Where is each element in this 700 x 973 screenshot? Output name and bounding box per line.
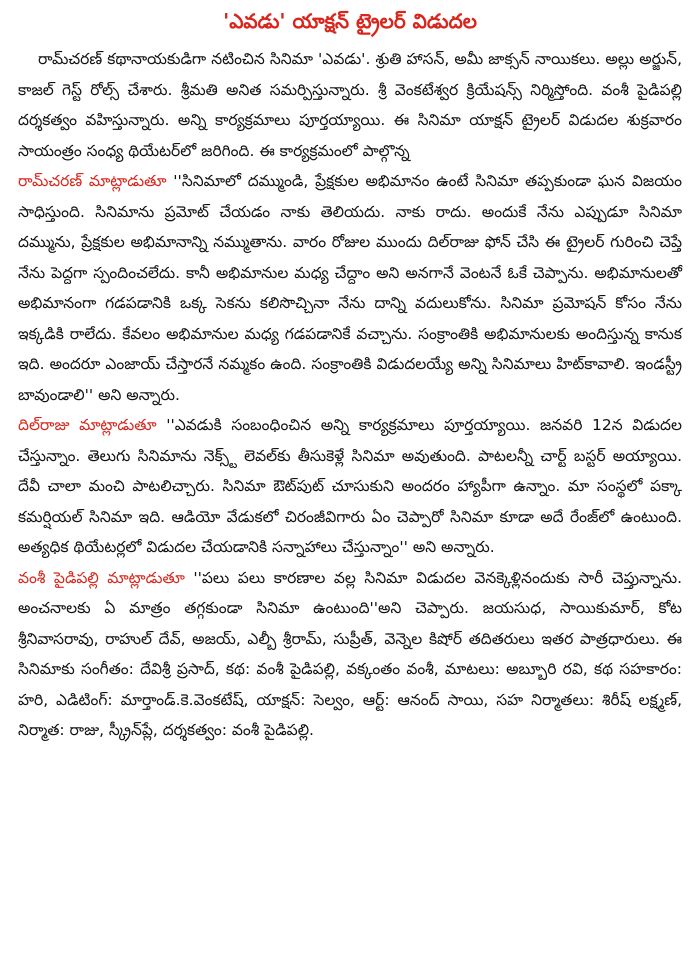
intro-paragraph [18,44,682,166]
dilraju-quote-text: ''ఎవడుకి సంబంధించిన అన్ని కార్యక్రమాలు పూర్తయ్యాయి. జనవరి 12న విడుదల చేస్తున్నాం. తెలుగు సినిమాను నెక్స్ట్ లెవల్‌కు తీసుకెళ్లే సినిమా అవుతుంది. పాటలన్నీ చార్ట్ బస్టర్ అయ్యాయి. దేవీ చాలా మంచి పాటలిచ్చారు. సినిమా ఔట్‌పుట్ చూసుకుని అందరం హ్యాపీగా ఉన్నాం. మా సంస్థలో పక్కా కమర్షియల్ సినిమా ఇది. ఆడియో వేడుకలో చిరంజీవిగారు ఏం చెప్పారో సినిమా కూడా అదే రేంజ్‌లో ఉంటుంది. అత్యధిక థియేటర్లలో విడుదల చేయడానికి సన్నాహాలు చేస్తున్నాం'' అని అన్నారు. [18,416,682,556]
article-headline: 'ఎవడు' యాక్షన్ ట్రైలర్ విడుదల [223,9,477,33]
speaker-label-vamshi: వంశీ పైడిపల్లి మాట్లాడుతూ [18,568,185,587]
vamshi-quote-paragraph [18,563,682,746]
speaker-label-dilraju: దిల్‌రాజు మాట్లాడుతూ [18,416,157,434]
dilraju-quote-paragraph [18,410,682,563]
intro-text: రామ్‌చరణ్ కథానాయకుడిగా నటించిన సినిమా 'ఎవడు'. శ్రుతి హాసన్, అమీ జాక్సన్ నాయికలు. అల్లు అర్జున్, కాజల్ గెస్ట్ రోల్స్ చేశారు. శ్రీమతి అనిత సమర్పిస్తున్నారు. శ్రీ వెంకటేశ్వర క్రియేషన్స్ నిర్మిస్తోంది. వంశీ పైడిపల్లి దర్శకత్వం వహిస్తున్నారు. అన్ని కార్యక్రమాలు పూర్తయ్యాయి. ఈ సినిమా యాక్షన్ ట్రైలర్ విడుదల శుక్రవారం సాయంత్రం సంధ్య థియేటర్‌లో జరిగింది. ఈ కార్యక్రమంలో పాల్గొన్న [18,50,682,160]
speaker-label-ramcharan: రామ్‌చరణ్ మాట్లాడుతూ [18,172,167,190]
vamshi-quote-text: ''పలు పలు కారణాల వల్ల సినిమా విడుదల వెనక్కెళ్లినందుకు సారీ చెప్తున్నాను. అంచనాలకు ఏ మాత్రం తగ్గకుండా సినిమా ఉంటుంది''అని చెప్పారు. జయసుధ, సాయికుమార్, కోట శ్రీనివాసరావు, రాహుల్ దేవ్, అజయ్, ఎల్బీ శ్రీరామ్, సుప్రీత్, వెన్నెల కిషోర్ తదితరులు ఇతర పాత్రధారులు. ఈ సినిమాకు సంగీతం: దేవిశ్రీ ప్రసాద్, కథ: వంశీ పైడిపల్లి, వక్కంతం వంశీ, మాటలు: అబ్బూరి రవి, కథ సహకారం: హరి, ఎడిటింగ్: మార్తాండ్.కె.వెంకటేష్, యాక్షన్: సెల్వం, ఆర్ట్: ఆనంద్ సాయి, సహ నిర్మాతలు: శిరీష్ లక్ష్మణ్, నిర్మాత: రాజు, స్క్రీన్‌ప్లే, దర్శకత్వం: వంశీ పైడిపల్లి. [18,568,682,739]
ramcharan-quote-paragraph [18,166,682,410]
ramcharan-quote-text: ''సినిమాలో దమ్ముండి, ప్రేక్షకుల అభిమానం ఉంటే సినిమా తప్పకుండా ఘన విజయం సాధిస్తుంది. సినిమాను ప్రమోట్ చేయడం నాకు తెలియదు. నాకు రాదు. అందుకే నేను ఎప్పుడూ సినిమా దమ్మును, ప్రేక్షకుల అభిమానాన్ని నమ్ముతాను. వారం రోజుల ముందు దిల్‌రాజు ఫోన్ చేసి ఈ ట్రైలర్ గురించి చెప్తే నేను పెద్దగా స్పందించలేదు. కానీ అభిమానుల మధ్య చేద్దాం అని అనగానే వెంటనే ఓకే చెప్పాను. అభిమానులతో అభిమానంగా గడపడానికి ఒక్క సెకను కలిసొచ్చినా నేను దాన్ని వదులుకోను. సినిమా ప్రమోషన్ కోసం నేను ఇక్కడికి రాలేదు. కేవలం అభిమానుల మధ్య గడపడానికే వచ్చాను. సంక్రాంతికి అభిమానులకు అందిస్తున్న కానుక ఇది. అందరూ ఎంజాయ్ చేస్తారనే నమ్మకం ఉంది. సంక్రాంతికి విడుదలయ్యే అన్ని సినిమాలు హిట్‌కావాలి. ఇండస్ట్రీ బావుండాలి'' అని అన్నారు. [18,172,682,404]
